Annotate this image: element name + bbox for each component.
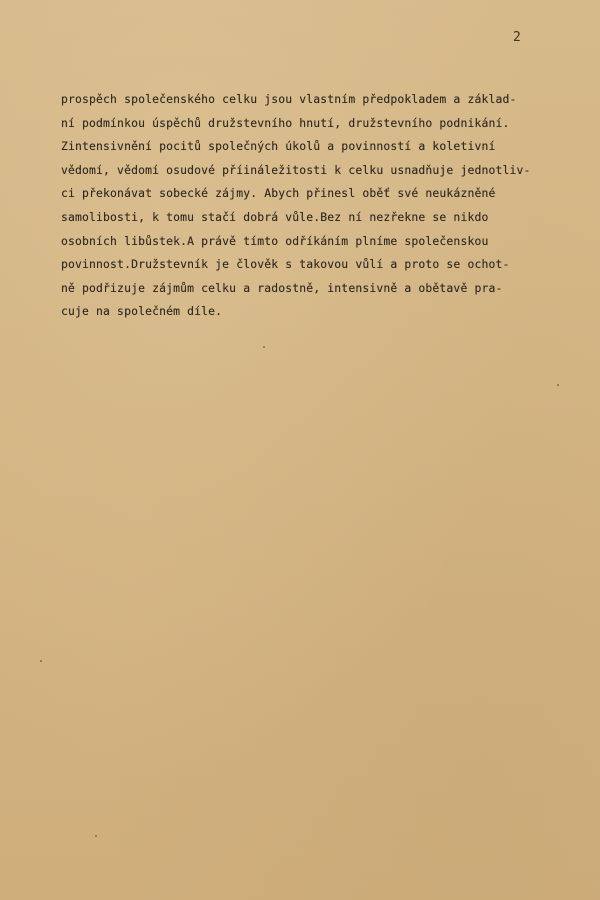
text-line: osobních libůstek.A právě tímto odříkáním plníme společenskou bbox=[61, 233, 489, 248]
text-line: vědomí, vědomí osudové příináležitosti k celku usnadňuje jednotliv- bbox=[61, 162, 531, 177]
body-text bbox=[61, 88, 581, 324]
text-line: povinnost.Družstevník je člověk s takovou vůlí a proto se ochot- bbox=[61, 257, 510, 272]
text-line: ci překonávat sobecké zájmy. Abych přinesl oběť své neukázněné bbox=[61, 186, 496, 201]
text-line: Zintensivnění pocitů společných úkolů a povinností a koletivní bbox=[61, 139, 496, 154]
page-number: 2 bbox=[513, 30, 522, 45]
text-line: ně podřizuje zájmům celku a radostně, intensivně a obětavě pra- bbox=[61, 280, 503, 295]
paper-speck bbox=[557, 384, 559, 386]
paper-speck bbox=[263, 346, 265, 348]
text-line: prospěch společenského celku jsou vlastním předpokladem a základ- bbox=[61, 92, 517, 106]
paper-speck bbox=[40, 660, 42, 662]
text-line: samolibosti, k tomu stačí dobrá vůle.Bez ní nezřekne se nikdo bbox=[61, 209, 489, 224]
text-line: ní podmínkou úspěchů družstevního hnutí, družstevního podnikání. bbox=[61, 115, 510, 130]
paper-speck bbox=[95, 835, 97, 837]
text-line: cuje na společném díle. bbox=[61, 304, 223, 319]
